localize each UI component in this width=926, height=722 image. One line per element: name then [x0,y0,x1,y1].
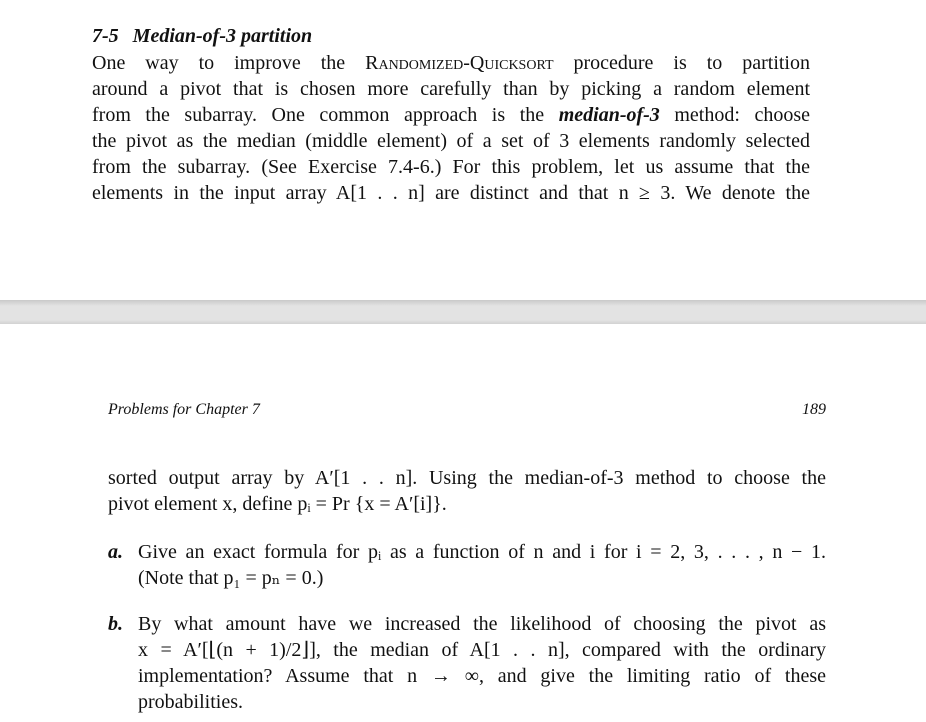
randomized-quicksort-name: Randomized-Quicksort [365,52,554,74]
page-separator [0,300,926,324]
item-b-line-4: probabilities. [138,691,243,713]
item-b-letter: b. [108,613,123,635]
intro-line-2: pivot element x, define pᵢ = Pr {x = A′[i]}. [108,493,447,515]
problem-title: Median-of-3 partition [132,25,313,47]
paragraph-line-3-tail: method: choose [659,104,810,126]
page-number: 189 [802,401,826,418]
paragraph-line-3 [92,102,810,128]
paragraph-line-1-text-a: One way to improve the [92,52,366,74]
paragraph-line-5: from the subarray. (See Exercise 7.4-6.) For this problem, let us assume that the [92,156,810,178]
paragraph-line-1-text-b: procedure is to partition [553,52,810,74]
item-b-line-1: By what amount have we increased the likelihood of choosing the pivot as [138,613,826,635]
paragraph-line-1 [92,50,810,76]
problem-number: 7-5 [92,25,119,47]
item-a-letter: a. [108,541,123,563]
upper-page [0,0,926,300]
paragraph-line-2: around a pivot that is chosen more carefully than by picking a random element [92,78,810,100]
item-a-line-2: (Note that p₁ = pₙ = 0.) [138,567,324,589]
median-of-3-term: median-of-3 [558,104,660,126]
running-head: Problems for Chapter 7 [108,401,260,418]
item-a-line-1: Give an exact formula for pᵢ as a function of n and i for i = 2, 3, . . . , n − 1. [138,541,826,563]
intro-line-1: sorted output array by A′[1 . . n]. Using the median-of-3 method to choose the [108,467,826,489]
item-b-line-2: x = A′[⌊(n + 1)/2⌋], the median of A[1 . . n], compared with the ordinary [138,639,826,661]
paragraph-line-6: elements in the input array A[1 . . n] are distinct and that n ≥ 3. We denote the [92,182,810,204]
item-b-line-3: implementation? Assume that n → ∞, and give the limiting ratio of these [138,665,826,687]
paragraph-line-3-text: from the subarray. One common approach is the [92,104,559,126]
paragraph-line-4: the pivot as the median (middle element) of a set of 3 elements randomly selected [92,130,810,152]
problem-heading [92,24,312,48]
